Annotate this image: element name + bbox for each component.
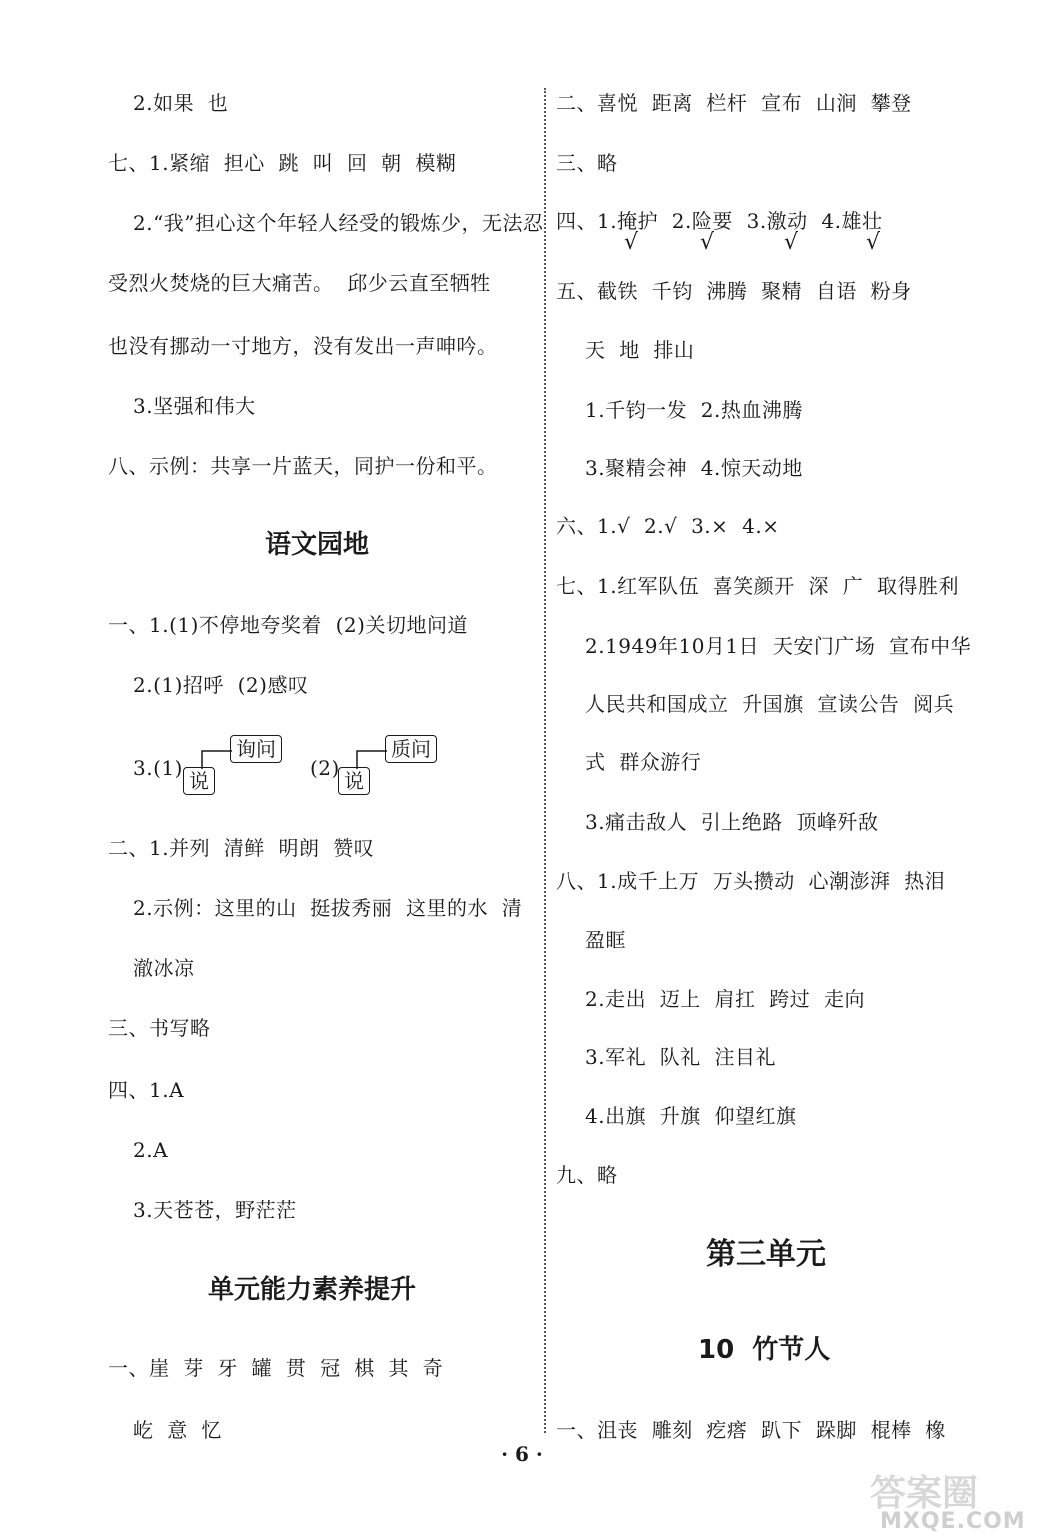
answer-line: 3.坚强和伟大 <box>133 394 256 418</box>
connector-line <box>200 745 240 771</box>
answer-line: 八、示例：共享一片蓝天，同护一份和平。 <box>108 454 498 478</box>
section-heading: 语文园地 <box>265 530 370 560</box>
word-box: 询问 <box>230 735 282 763</box>
answer-line: 一、沮丧 雕刻 疙瘩 趴下 跺脚 棍棒 橡 <box>556 1418 946 1442</box>
answer-line: 式 群众游行 <box>585 750 702 774</box>
watermark-logo <box>870 1465 1040 1533</box>
answer-line: 一、1.(1)不停地夸奖着 (2)关切地问道 <box>108 613 468 637</box>
check-mark: √ <box>624 230 639 255</box>
column-divider <box>544 88 546 1433</box>
answer-line: 二、1.并列 清鲜 明朗 赞叹 <box>108 836 375 860</box>
answer-line: 八、1.成千上万 万头攒动 心潮澎湃 热泪 <box>556 869 946 893</box>
answer-line: 1.千钧一发 2.热血沸腾 <box>585 398 803 422</box>
word-box: 说 <box>183 767 215 795</box>
answer-line: 3.天苍苍，野茫茫 <box>133 1198 297 1222</box>
answer-line: 2.走出 迈上 肩扛 跨过 走向 <box>585 987 865 1011</box>
word-box: 质问 <box>385 735 437 763</box>
page-number: · 6 · <box>501 1442 543 1466</box>
unit-heading: 第三单元 <box>706 1237 826 1272</box>
left-column <box>0 0 544 1442</box>
answer-line: 二、喜悦 距离 栏杆 宣布 山涧 攀登 <box>556 91 912 115</box>
answer-line: 3.聚精会神 4.惊天动地 <box>585 456 803 480</box>
answer-line: 受烈火焚烧的巨大痛苦。 邱少云直至牺牲 <box>108 271 491 295</box>
answer-line: 九、略 <box>556 1163 618 1187</box>
answer-line: 2.1949年10月1日 天安门广场 宣布中华 <box>585 634 972 658</box>
watermark-logo-text: 答案圈 <box>870 1473 979 1514</box>
answer-line: 4.出旗 升旗 仰望红旗 <box>585 1104 797 1128</box>
answer-line: 三、略 <box>556 151 618 175</box>
check-mark: √ <box>700 230 715 255</box>
answer-line: 2.A <box>133 1138 169 1162</box>
answer-line: 四、1.A <box>108 1078 185 1102</box>
diagram-label: (2) <box>310 756 340 780</box>
answer-line: 屹 意 忆 <box>133 1418 222 1442</box>
word-box: 说 <box>338 767 370 795</box>
answer-line: 3.军礼 队礼 注目礼 <box>585 1045 777 1069</box>
diagram-label: 3.(1) <box>133 756 183 780</box>
answer-line: 澈冰凉 <box>133 956 195 980</box>
answer-line: 五、截铁 千钧 沸腾 聚精 自语 粉身 <box>556 279 912 303</box>
answer-line: 盈眶 <box>585 928 626 952</box>
right-column <box>548 0 1044 1440</box>
answer-line: 也没有挪动一寸地方，没有发出一声呻吟。 <box>108 334 498 358</box>
answer-line: 2.“我”担心这个年轻人经受的锻炼少，无法忍 <box>133 211 544 235</box>
answer-line: 天 地 排山 <box>585 338 695 362</box>
watermark-url: MXQE.COM <box>880 1509 1026 1534</box>
answer-line: 2.如果 也 <box>133 91 229 115</box>
answer-line: 一、崖 芽 牙 罐 贯 冠 棋 其 奇 <box>108 1356 444 1380</box>
answer-line: 人民共和国成立 升国旗 宣读公告 阅兵 <box>585 692 955 716</box>
check-mark: √ <box>866 230 881 255</box>
answer-line: 2.示例：这里的山 挺拔秀丽 这里的水 清 <box>133 896 523 920</box>
answer-line: 七、1.红军队伍 喜笑颜开 深 广 取得胜利 <box>556 574 959 598</box>
check-mark: √ <box>784 230 799 255</box>
answer-line: 三、书写略 <box>108 1016 211 1040</box>
answer-line: 2.(1)招呼 (2)感叹 <box>133 673 309 697</box>
connector-line <box>355 745 395 771</box>
section-heading: 单元能力素养提升 <box>208 1275 417 1305</box>
answer-line: 四、1.掩护 2.险要 3.激动 4.雄壮 <box>556 209 883 233</box>
answer-line: 六、1.√ 2.√ 3.× 4.× <box>556 514 780 538</box>
answer-line: 3.痛击敌人 引上绝路 顶峰歼敌 <box>585 810 879 834</box>
answer-line: 七、1.紧缩 担心 跳 叫 回 朝 模糊 <box>108 151 457 175</box>
lesson-heading: 10 竹节人 <box>698 1335 831 1365</box>
